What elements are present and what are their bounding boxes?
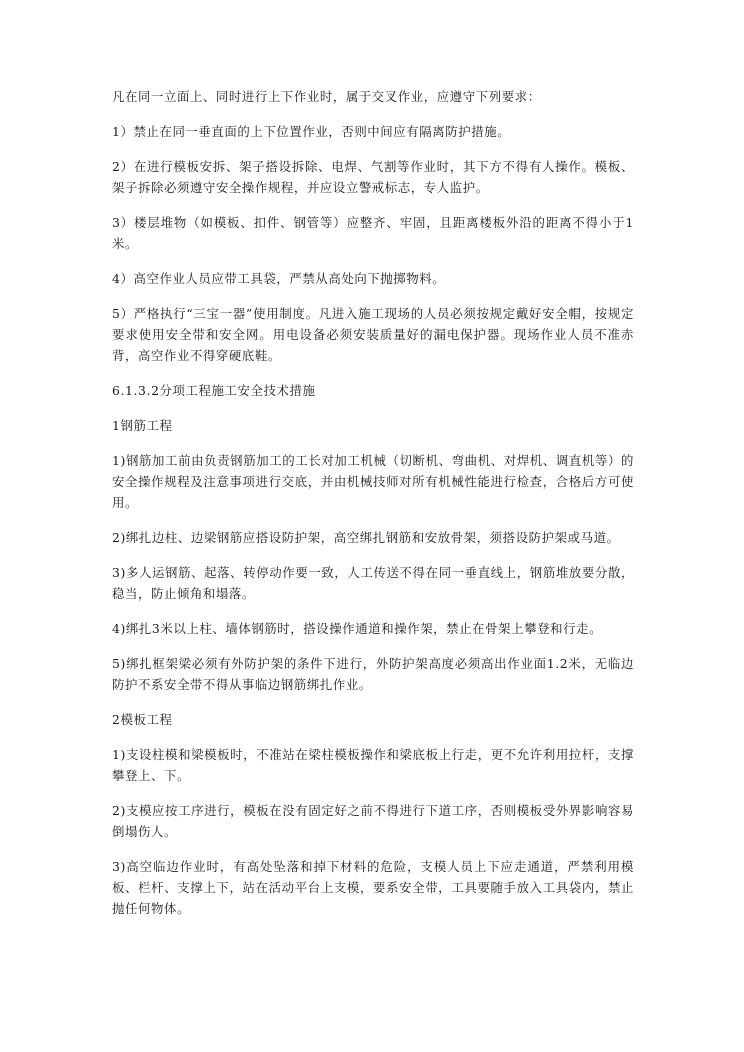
paragraph-rebar-4: 4)绑扎3米以上柱、墙体钢筋时，搭设操作通道和操作架，禁止在骨架上攀登和行走。 xyxy=(112,621,603,636)
paragraph-rebar-5: 5)绑扎框架梁必须有外防护架的条件下进行，外防护架高度必须高出作业面1.2米，无临边防护不系安全带不得从事临边钢筋绑扎作业。 xyxy=(112,656,634,692)
paragraph-formwork-3: 3)高空临边作业时，有高处坠落和掉下材料的危险，支模人员上下应走通道，严禁利用模板、栏杆、支撑上下，站在活动平台上支模，要系安全带，工具要随手放入工具袋内，禁止抛任何物体。 xyxy=(112,859,634,916)
subsection-heading-rebar: 1钢筋工程 xyxy=(112,418,173,433)
paragraph-formwork-2: 2)支模应按工序进行，模板在没有固定好之前不得进行下道工序，否则模板受外界影响容易倒塌伤人。 xyxy=(112,803,634,839)
paragraph-rule-2: 2）在进行模板安拆、架子搭设拆除、电焊、气割等作业时，其下方不得有人操作。模板、架子拆除必须遵守安全操作规程，并应设立警戒标志，专人监护。 xyxy=(112,159,634,195)
paragraph-rule-3: 3）楼层堆物（如模板、扣件、钢管等）应整齐、牢固，且距离楼板外沿的距离不得小于1米。 xyxy=(112,215,634,251)
paragraph-rebar-1: 1)钢筋加工前由负责钢筋加工的工长对加工机械（切断机、弯曲机、对焊机、调直机等）的安全操作规程及注意事项进行交底，并由机械技师对所有机械性能进行检查，合格后方可使用。 xyxy=(112,453,634,510)
section-heading-6-1-3-2: 6.1.3.2分项工程施工安全技术措施 xyxy=(112,383,316,398)
paragraph-rule-5: 5）严格执行“三宝一器”使用制度。凡进入施工现场的人员必须按规定戴好安全帽，按规定要求使用安全带和安全网。用电设备必须安装质量好的漏电保护器。现场作业人员不准赤背，高空作业不得穿硬底鞋。 xyxy=(112,306,634,363)
paragraph-rule-4: 4）高空作业人员应带工具袋，严禁从高处向下抛掷物料。 xyxy=(112,271,446,286)
paragraph-cross-work-intro: 凡在同一立面上、同时进行上下作业时，属于交叉作业，应遵守下列要求： xyxy=(112,89,541,104)
paragraph-rebar-3: 3)多人运钢筋、起落、转停动作要一致，人工传送不得在同一垂直线上，钢筋堆放要分散，稳当，防止倾角和塌落。 xyxy=(112,565,634,601)
paragraph-rebar-2: 2)绑扎边柱、边梁钢筋应搭设防护架，高空绑扎钢筋和安放骨架，须搭设防护架或马道。 xyxy=(112,530,620,545)
subsection-heading-formwork: 2模板工程 xyxy=(112,712,173,727)
paragraph-formwork-1: 1)支设柱模和梁模板时，不准站在梁柱模板操作和梁底板上行走，更不允许利用拉杆，支撑攀登上、下。 xyxy=(112,747,634,783)
paragraph-rule-1: 1）禁止在同一垂直面的上下位置作业，否则中间应有隔离防护措施。 xyxy=(112,124,511,139)
document-page xyxy=(112,86,634,933)
